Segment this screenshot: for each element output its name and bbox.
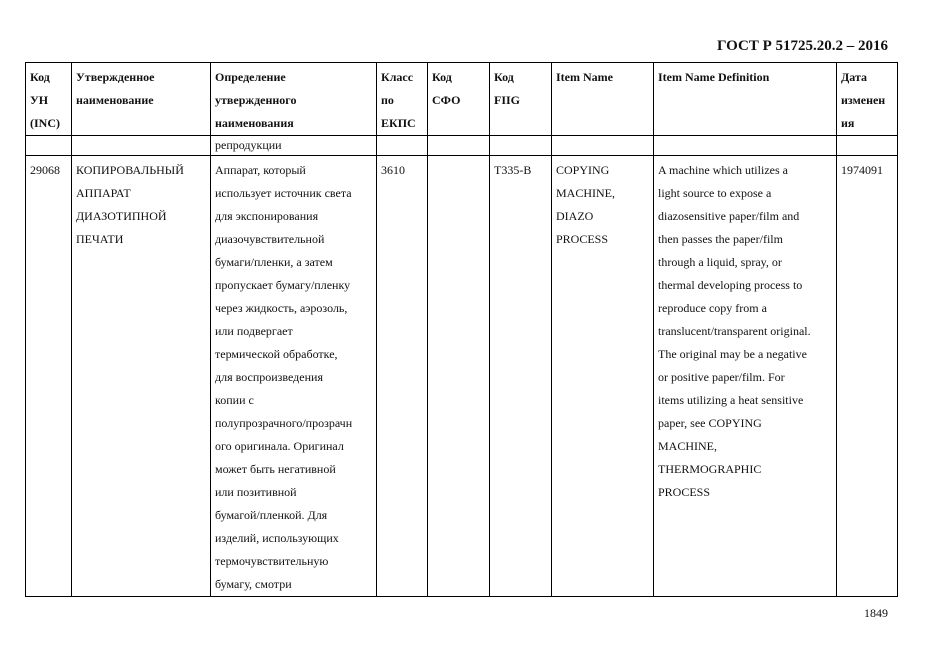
column-header-definition: Определение утвержденного наименования (211, 63, 377, 136)
cell-fiig-code: T335-B (490, 156, 552, 597)
page-number: 1849 (864, 606, 888, 620)
column-header-fiig-code: Код FIIG (490, 63, 552, 136)
cell (72, 136, 211, 156)
cell-item-name-definition: A machine which utilizes a light source to expose a diazosensitive paper/film and then passes the paper/film through a liquid, spray, or thermal developing process to reproduce copy from a translucent/transparent original. The original may be a negative or positive paper/film. For items utilizing a heat sensitive paper, see COPYING MACHINE, THERMOGRAPHIC PROCESS (654, 156, 837, 597)
column-header-item-name-definition: Item Name Definition (654, 63, 837, 136)
column-header-item-name: Item Name (552, 63, 654, 136)
cell (26, 136, 72, 156)
table-row (26, 156, 898, 597)
cell-definition: Аппарат, который использует источник света для экспонирования диазочувствительной бумаги/пленки, а затем пропускает бумагу/пленку через жидкость, аэрозоль, или подвергает термической обработке, для воспроизведения копии с полупрозрачного/прозрачн ого оригинала. Оригинал может быть негативной или позитивной бумагой/пленкой. Для изделий, использующих термочувствительную бумагу, смотри (211, 156, 377, 597)
column-header-approved-name: Утвержденное наименование (72, 63, 211, 136)
column-header-sfo-code: Код СФО (428, 63, 490, 136)
cell-definition-continuation: репродукции (211, 136, 377, 156)
cell-inc: 29068 (26, 156, 72, 597)
cell (837, 136, 898, 156)
cell (654, 136, 837, 156)
column-header-ekps-class: Класс по ЕКПС (377, 63, 428, 136)
column-header-change-date: Дата изменен ия (837, 63, 898, 136)
table-row-continuation (26, 136, 898, 156)
cell (490, 136, 552, 156)
document-title: ГОСТ Р 51725.20.2 – 2016 (716, 38, 888, 54)
column-header-inc: Код УН (INC) (26, 63, 72, 136)
cell (428, 136, 490, 156)
cell-ekps-class: 3610 (377, 156, 428, 597)
cell-change-date: 1974091 (837, 156, 898, 597)
cell (552, 136, 654, 156)
cell-approved-name: КОПИРОВАЛЬНЫЙ АППАРАТ ДИАЗОТИПНОЙ ПЕЧАТИ (72, 156, 211, 597)
cell (377, 136, 428, 156)
nomenclature-table (25, 62, 898, 597)
cell-sfo-code (428, 156, 490, 597)
table-header-row (26, 63, 898, 136)
cell-item-name: COPYING MACHINE, DIAZO PROCESS (552, 156, 654, 597)
